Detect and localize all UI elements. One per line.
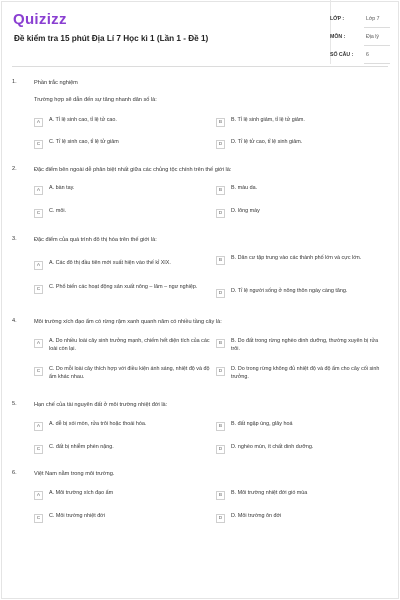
option-letter-box: C (34, 140, 43, 149)
worksheet-header (0, 0, 400, 64)
option-text: B. Dân cư tập trung vào các thành phố lớn và cực lớn. (231, 255, 362, 261)
option-letter-box: D (216, 289, 225, 298)
meta-key: MÔN : (330, 34, 346, 40)
option-letter-box: C (34, 285, 43, 294)
option-b[interactable] (216, 490, 386, 500)
option-letter-box: B (216, 491, 225, 500)
option-text: C. môi. (49, 208, 67, 214)
option-letter-box: B (216, 186, 225, 195)
option-d[interactable] (216, 513, 386, 523)
option-c[interactable] (34, 284, 210, 294)
option-letter-box: B (216, 339, 225, 348)
option-letter-box: C (34, 367, 43, 376)
option-text: A. Các đô thị đầu tiên mới xuất hiện vào thế kỉ XIX. (49, 260, 171, 266)
option-b[interactable] (216, 185, 386, 195)
option-letter-box: A (34, 261, 43, 270)
option-letter-box: B (216, 118, 225, 127)
option-text: D. Tỉ lệ tử cao, tỉ lệ sinh giảm. (231, 139, 303, 145)
option-c[interactable] (34, 366, 212, 381)
option-text: B. Môi trường nhiệt đới gió mùa (231, 490, 308, 496)
question-text: Việt Nam nằm trong môi trường. (34, 471, 115, 477)
option-text: A. bàn tay. (49, 185, 75, 191)
question-5 (12, 401, 388, 461)
question-text: Hạn chế của tài nguyên đất ở môi trường nhiệt đới là: (34, 402, 168, 408)
option-text: C. Phổ biến các hoạt động sản xuất nông – lâm – ngư nghiệp. (49, 284, 198, 290)
option-text: A. Do nhiều loài cây sinh trưởng mạnh, chiếm hết diện tích của các loài còn lại. (49, 338, 210, 352)
meta-underline (364, 63, 390, 64)
option-letter-box: C (34, 209, 43, 218)
option-text: B. đất ngập úng, glây hoá (231, 421, 293, 427)
header-rule (12, 66, 388, 67)
question-subtext: Trường hợp sẽ dẫn đến sự tăng nhanh dân số là: (34, 97, 157, 103)
option-text: C. Tỉ lệ sinh cao, tỉ lệ tử giảm (49, 139, 119, 145)
option-letter-box: A (34, 118, 43, 127)
option-text: C. đất bị nhiễm phèn nặng. (49, 444, 114, 450)
option-letter-box: A (34, 422, 43, 431)
option-letter-box: D (216, 514, 225, 523)
option-text: D. nghèo mùn, ít chất dinh dưỡng. (231, 444, 314, 450)
option-c[interactable] (34, 139, 204, 149)
option-letter-box: B (216, 422, 225, 431)
option-text: B. màu da. (231, 185, 258, 191)
worksheet-title: Đề kiểm tra 15 phút Địa Lí 7 Học kì 1 (Lần 1 - Đề 1) (14, 34, 209, 43)
option-text: A. Môi trường xích đạo ẩm (49, 490, 114, 496)
question-number: 5. (12, 401, 17, 407)
question-number: 1. (12, 79, 17, 85)
meta-underline (364, 27, 390, 28)
option-text: A. Tỉ lệ sinh cao, tỉ lệ tử cao. (49, 117, 117, 123)
option-letter-box: A (34, 339, 43, 348)
meta-row-count (330, 47, 390, 65)
option-d[interactable] (216, 208, 386, 218)
option-c[interactable] (34, 513, 204, 523)
option-letter-box: D (216, 209, 225, 218)
option-d[interactable] (216, 139, 386, 149)
option-letter-box: D (216, 367, 225, 376)
option-c[interactable] (34, 444, 204, 454)
question-3 (12, 236, 388, 306)
meta-underline (364, 45, 390, 46)
option-a[interactable] (34, 490, 204, 500)
option-text: C. Môi trường nhiệt đới (49, 513, 105, 519)
question-text: Đặc điểm bên ngoài dễ phân biệt nhất giữa các chủng tộc chính trên thế giới là: (34, 167, 232, 173)
option-a[interactable] (34, 338, 212, 353)
option-text: D. Tỉ lệ người sống ở nông thôn ngày càng tăng. (231, 288, 348, 294)
option-letter-box: D (216, 445, 225, 454)
question-2 (12, 166, 388, 226)
question-4 (12, 318, 388, 393)
option-a[interactable] (34, 421, 204, 431)
option-letter-box: C (34, 514, 43, 523)
meta-row-subject (330, 29, 390, 47)
option-a[interactable] (34, 260, 210, 270)
option-text: C. Do mỗi loài cây thích hợp với điều kiện ánh sáng, nhiệt độ và độ ẩm khác nhau. (49, 366, 210, 380)
option-b[interactable] (216, 117, 386, 127)
meta-value: Địa lý (366, 34, 379, 40)
option-text: B. Do đất trong rừng nghèo dinh dưỡng, thường xuyên bị rửa trôi. (231, 338, 379, 352)
option-text: B. Tỉ lệ sinh giảm, tỉ lệ tử giảm. (231, 117, 305, 123)
option-letter-box: C (34, 445, 43, 454)
question-6 (12, 470, 388, 530)
option-d[interactable] (216, 366, 388, 381)
meta-key: LỚP : (330, 16, 345, 22)
option-letter-box: A (34, 491, 43, 500)
option-b[interactable] (216, 338, 388, 353)
question-number: 2. (12, 166, 17, 172)
meta-value: Lớp 7 (366, 16, 380, 22)
option-d[interactable] (216, 288, 386, 298)
option-text: D. Môi trường ôn đới (231, 513, 282, 519)
option-text: D. lông mày (231, 208, 260, 214)
option-b[interactable] (216, 255, 386, 265)
meta-row-class (330, 11, 390, 29)
question-text: Môi trường xích đạo ẩm có rừng rậm xanh quanh năm có nhiều tầng cây là: (34, 319, 222, 325)
meta-key: SỐ CÂU : (330, 52, 354, 58)
option-letter-box: A (34, 186, 43, 195)
option-a[interactable] (34, 185, 204, 195)
meta-value: 6 (366, 52, 369, 58)
question-number: 4. (12, 318, 17, 324)
question-number: 3. (12, 236, 17, 242)
option-b[interactable] (216, 421, 386, 431)
question-text: Đặc điểm của quá trình đô thị hóa trên thế giới là: (34, 237, 157, 243)
meta-table (330, 11, 390, 65)
option-d[interactable] (216, 444, 386, 454)
option-letter-box: D (216, 140, 225, 149)
question-text: Phần trắc nghiệm (34, 80, 78, 86)
question-number: 6. (12, 470, 17, 476)
question-1 (12, 79, 388, 159)
quizizz-logo: Quizizz (13, 11, 67, 28)
option-text: A. dễ bị xói mòn, rửa trôi hoặc thoái hóa. (49, 421, 147, 427)
option-letter-box: B (216, 256, 225, 265)
option-c[interactable] (34, 208, 204, 218)
option-text: D. Do trong rừng không đủ nhiệt độ và độ ẩm cho cây cối sinh trưởng. (231, 366, 380, 380)
option-a[interactable] (34, 117, 204, 127)
